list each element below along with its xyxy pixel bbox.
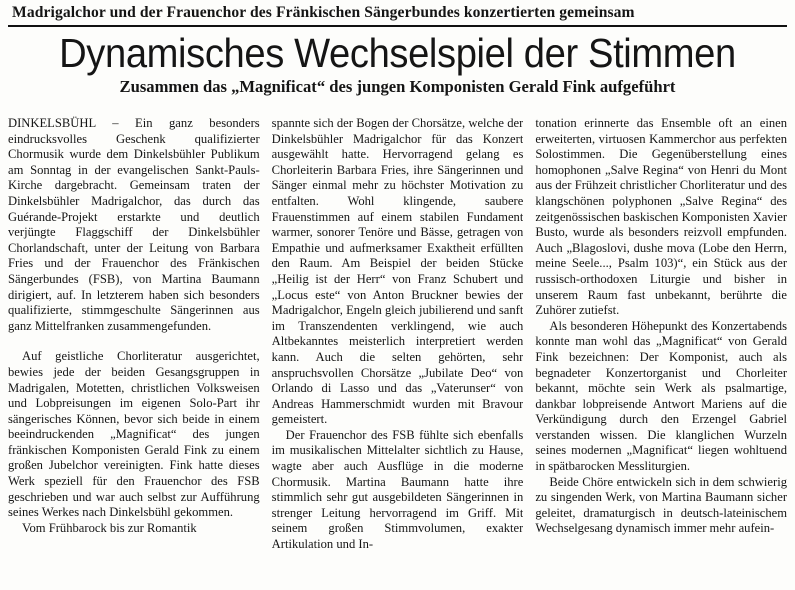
paragraph: spannte sich der Bogen der Chorsätze, welche der Dinkelsbühler Madrigalchor für das Konzert ausgewählt hatte. Hervorragend gelang es Chorleiterin Barbara Fries, ihre Sängerinnen und Sänger einmal mehr zu höchster Motivation zu entfalten. Wohl klingende, saubere Frauenstimmen auf einem stabilen Fundament warmer, sonorer Tenöre und Bässe, getragen von Empathie und aufmerksamer Exaktheit erfüllten den Raum. Am Beispiel der beiden Stücke „Heilig ist der Herr“ von Franz Schubert und „Locus este“ von Anton Bruckner bewies der Madrigalchor, Engeln gleich jubilierend und sanft im Transzendenten verklingend, wie auch Altbekanntes meisterlich interpretiert werden kann. Auch die selten gehörten, sehr anspruchsvollen Chorsätze „Jubilate Deo“ von Orlando di Lasso und das „Vaterunser“ von Andreas Hammerschmidt wurden mit Bravour gemeistert. [271, 116, 524, 427]
article-subhead: Zusammen das „Magnificat“ des jungen Komponisten Gerald Fink aufgeführt [119, 77, 676, 96]
article-column-1 [8, 116, 260, 590]
paragraph: Vom Frühbarock bis zur Romantik [22, 520, 197, 535]
article-body [8, 116, 787, 590]
article-headline: Dynamisches Wechselspiel der Stimmen [59, 30, 736, 76]
paragraph: Auf geistliche Chorliteratur ausgerichtet, bewies jede der beiden Gesangsgruppen in Madrigalen, Motetten, christlichen Volksweisen und Lobpreisungen im eigenen Solo-Part ihr sängerisches Können, bevor sich beide in einem beeindruckenden „Magnificat“ des jungen fränkischen Komponisten Gerald Fink zu einem großen Jubelchor vereinigten. Fink hatte dieses Werk speziell für den Frauenchor des FSB geschrieben und war auch selbst zur Aufführung seines Werkes nach Dinkelsbühl gekommen. [8, 349, 260, 520]
paragraph: Als besonderen Höhepunkt des Konzertabends konnte man wohl das „Magnificat“ von Gerald Fink bezeichnen: Der Komponist, auch als begnadeter Konzertorganist und Chorleiter bekannt, möchte sein Werk als psalmartige, dankbar lobpreisende Antwort Mariens auf die Verkündigung durch den Erzengel Gabriel verstanden wissen. Die klanglichen Wurzeln seines modernen „Magnificat“ liegen wohltuend in spätbarocken Messliturgien. [535, 318, 788, 474]
paragraph: Der Frauenchor des FSB fühlte sich ebenfalls im musikalischen Mittelalter sichtlich zu Hause, wagte aber auch Ausflüge in die moderne Chormusik. Martina Baumann hatte ihre stimmlich sehr gut ausgebildeten Sängerinnen in strenger Leitung hervorragend im Griff. Mit seinem großen Stimmvolumen, exakter Artikulation und In- [271, 427, 524, 552]
article-column-3 [535, 116, 787, 590]
paragraph: DINKELSBÜHL – Ein ganz besonders eindrucksvolles Geschenk qualifizierter Chormusik wurde dem Dinkelsbühler Publikum am Sonntag in der evangelischen Sankt-Pauls-Kirche dargebracht. Gemeinsam traten der Dinkelsbühler Madrigalchor, das durch das Guérande-Projekt erstarkte und deutlich verjüngte Flaggschiff der Dinkelsbühler Chorlandschaft, unter der Leitung von Barbara Fries und der Frauenchor des Fränkischen Sängerbundes (FSB), von Martina Baumann dirigiert, auf. In letzterem haben sich besonders qualifizierte, stimmgeschulte Sängerinnen aus ganz Mittelfranken zusammengefunden. [8, 116, 260, 333]
article-column-2 [272, 116, 524, 590]
paragraph: Beide Chöre entwickeln sich in dem schwierig zu singenden Werk, von Martina Baumann sicher geleitet, dramaturgisch in deutsch-lateinischem Wechselgesang dynamisch immer mehr aufein- [535, 474, 788, 536]
article-kicker: Madrigalchor und der Frauenchor des Fränkischen Sängerbundes konzertierten gemeinsam [8, 0, 787, 27]
paragraph: tonation erinnerte das Ensemble oft an einen erweiterten, virtuosen Kammerchor aus perfekten Solostimmen. Die Gegenüberstellung eines homophonen „Salve Regina“ von Henri du Mont aus der Frühzeit christlicher Chorliteratur und des klangschönen polyphonen „Salve Regina“ des zeitgenössischen baskischen Komponisten Xavier Busto, wurde als besonders reizvoll empfunden. Auch „Blagoslovi, dushe mova (Lobe den Herrn, meine Seele..., Psalm 103)“, ein Stück aus der russisch-orthodoxen Liturgie und bisher in unserem Raum fast unbekannt, berührte die Zuhörer zutiefst. [535, 116, 788, 318]
